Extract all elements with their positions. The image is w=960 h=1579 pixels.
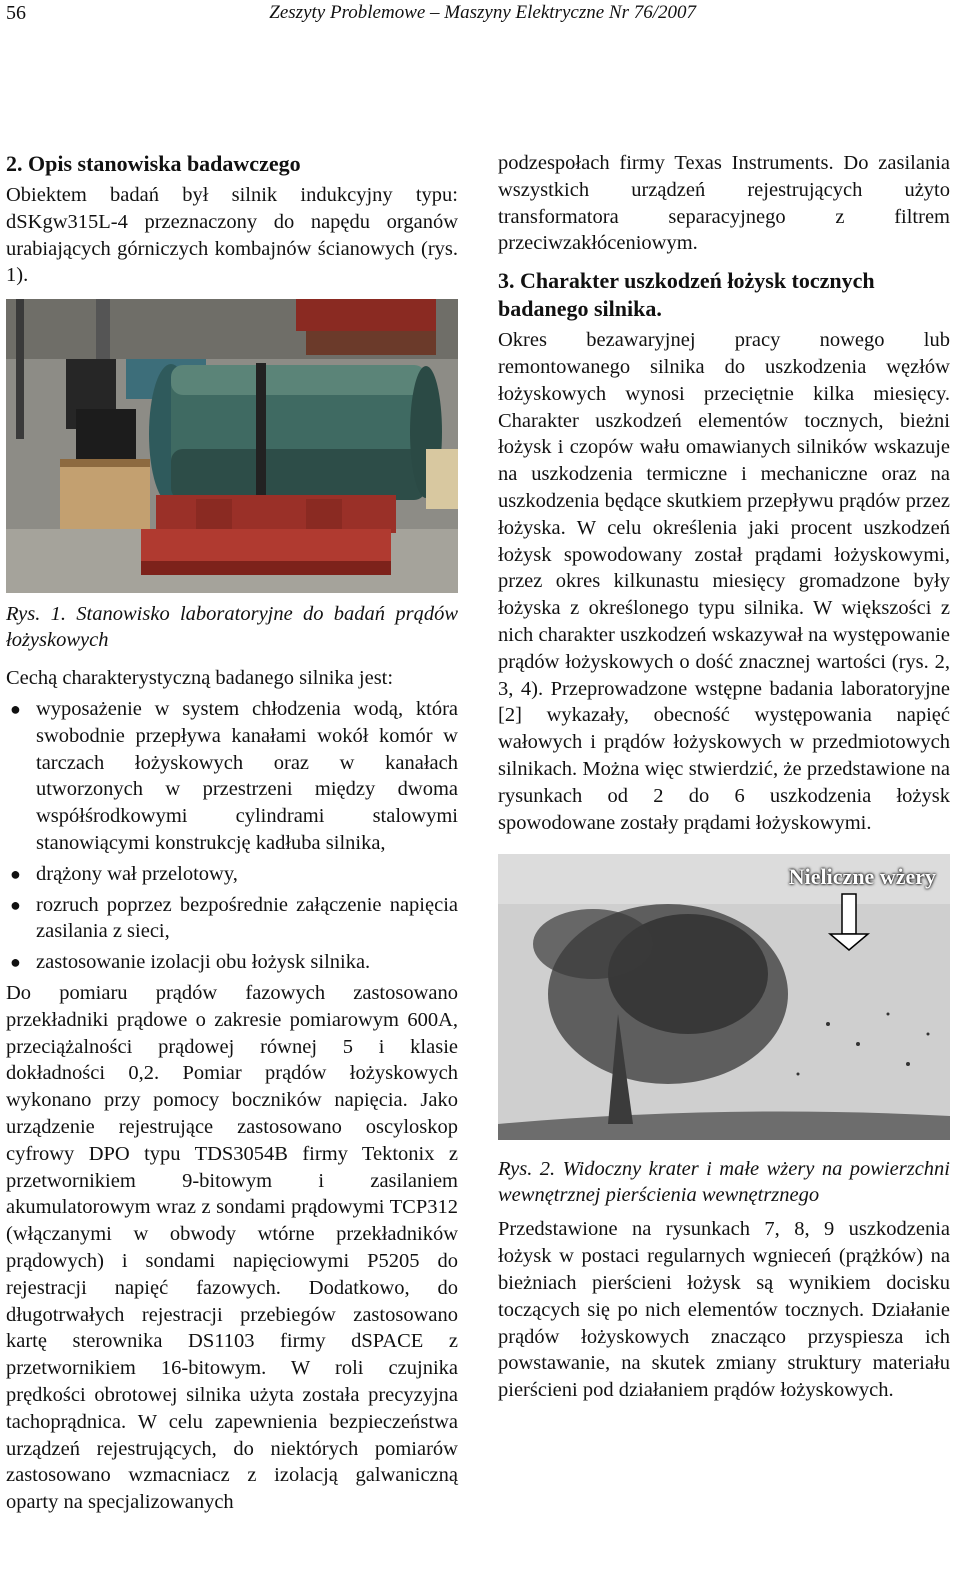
list-item: ● zastosowanie izolacji obu łożysk silnika. — [6, 949, 458, 976]
figure-1-photo — [6, 299, 458, 593]
features-list — [6, 696, 458, 976]
list-item: ● wyposażenie w system chłodzenia wodą, która swobodnie przepływa kanałami wokół komór w tarczach łożyskowych oraz w kanałach utworzonych w przestrzeni między dwoma współśrodkowymi cylindrami stalowymi stanowiącymi konstrukcję kadłuba silnika, — [10, 697, 458, 854]
bearing-surface-image — [498, 854, 950, 1140]
section-heading-3: 3. Charakter uszkodzeń łożysk tocznych badanego silnika. — [498, 268, 875, 322]
motor-test-stand-image — [6, 299, 458, 593]
final-paragraph: Przedstawione na rysunkach 7, 8, 9 uszkodzenia łożysk w postaci regularnych wgnieceń (prążków) na bieżniach pierścieni łożysk są wynikiem docisku toczących się po nich elementów tocznych. Działanie prądów łożyskowych znacząco przyspiesza ich powstawanie, na skutek zmiany struktury materiału pierścieni pod działaniem prądów łożyskowych. — [498, 1218, 950, 1402]
page-header — [0, 2, 960, 28]
figure-2-caption: Rys. 2. Widoczny krater i małe wżery na powierzchni wewnętrznej pierścienia wewnętrznego — [498, 1158, 950, 1207]
figure-2-annotation: Nieliczne wżery — [788, 864, 936, 890]
bullet-icon: ● — [10, 952, 21, 973]
journal-title: Zeszyty Problemowe – Maszyny Elektryczne Nr 76/2007 — [269, 2, 696, 23]
measurement-paragraph: Do pomiaru prądów fazowych zastosowano przekładniki prądowe o zakresie pomiarowym 600A, przeciążalności prądowej równej 5 i klasie dokładności 0,2. Pomiar prądów łożyskowych wykonano przy pomocy boczników napięcia. Jako urządzenie rejestrujące zastosowano oscyloskop cyfrowy DPO typu TDS3054B firmy Tektonix z przetwornikiem 9-bitowym i zasilaniem akumulatorowym wraz z sondami prądowymi TCP312 (włączanymi w obwody wtórne przekładników prądowych) i sondami napięciowymi P5205 do rejestracji napięć fazowych. Dodatkowo, do długotrwałych rejestracji przebiegów zastosowano kartę sterownika DS1103 firmy dSPACE z przetwornikiem 16-bitowym. W roli czujnika prędkości obrotowej silnika użyta została precyzyjna tachoprądnica. W celu zapewnienia bezpieczeństwa urządzeń rejestrujących, do niektórych pomiarów zastosowano wzmacniacz z izolacją galwaniczną oparty na specjalizowanych — [6, 981, 458, 1514]
right-column — [498, 150, 950, 1404]
section-3-body: Okres bezawaryjnej pracy nowego lub remontowanego silnika do uszkodzenia węzłów łożyskowych wynosi przeciętnie kilka miesięcy. Charakter uszkodzeń elementów tocznych, bieżni łożysk i czopów wału omawianych silników wskazuje na uszkodzenia termiczne i mechaniczne oraz na uszkodzenia będące skutkiem przepływu prądów przez łożyska. W celu określenia jaki procent uszkodzeń łożysk spowodowany został prądami łożyskowymi, przez okres kilkunastu miesięcy gromadzone były łożyska z określonego typu silnika. W większości z nich charakter uszkodzeń wskazywał na występowanie prądów łożyskowych o dość znacznej wartości (rys. 2, 3, 4). Przeprowadzone wstępne badania laboratoryjne [2] wykazały, obecność występowania napięć wałowych i prądów łożyskowych w przedmiotowych silnikach. Można więc stwierdzić, że przedstawione na rysunkach od 2 do 6 uszkodzenia łożysk spowodowane zostały prądami łożyskowymi. — [498, 329, 950, 834]
bullet-icon: ● — [10, 698, 21, 719]
page-number: 56 — [6, 2, 26, 24]
section-heading-2: 2. Opis stanowiska badawczego — [6, 151, 301, 176]
intro-paragraph: Obiektem badań był silnik indukcyjny typu: dSKgw315L-4 przeznaczony do napędu organów urabiających górniczych kombajnów ścianowych (rys. 1). — [6, 184, 458, 287]
list-item: ● rozruch poprzez bezpośrednie załączenie napięcia zasilania z sieci, — [10, 893, 458, 943]
features-intro: Cechą charakterystyczną badanego silnika jest: — [6, 667, 394, 690]
bullet-icon: ● — [10, 863, 21, 884]
left-column — [6, 150, 458, 1516]
figure-2-photo — [498, 854, 950, 1140]
bullet-icon: ● — [10, 894, 21, 915]
list-item: ● drążony wał przelotowy, — [6, 861, 458, 888]
continuation-paragraph: podzespołach firmy Texas Instruments. Do zasilania wszystkich urządzeń rejestrujących użyto transformatora separacyjnego z filtrem przeciwzakłóceniowym. — [498, 152, 950, 255]
figure-1-caption: Rys. 1. Stanowisko laboratoryjne do badań prądów łożyskowych — [6, 603, 458, 652]
